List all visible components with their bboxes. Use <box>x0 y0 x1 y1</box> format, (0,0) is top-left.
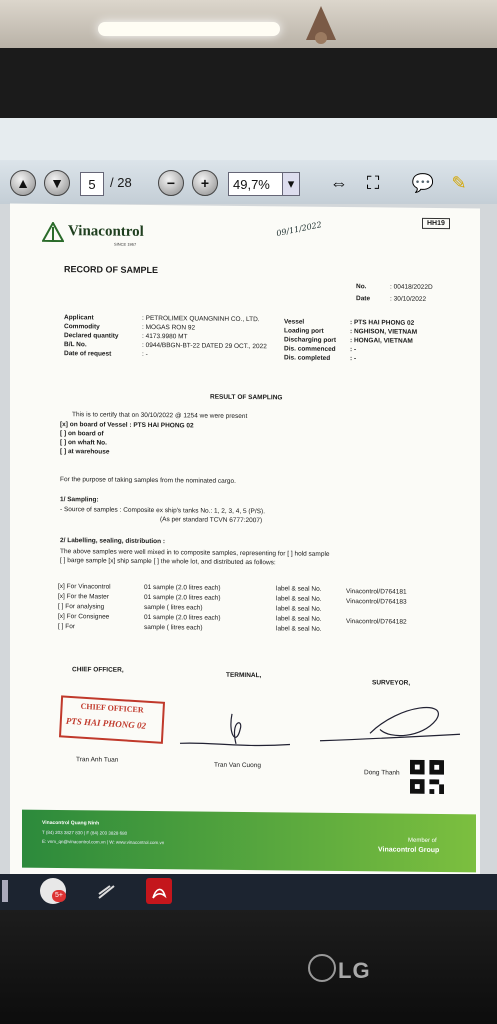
board-line: [x] on board of Vessel : PTS HAI PHONG 02 <box>60 421 194 430</box>
taskbar <box>0 874 497 910</box>
distribution-table <box>10 204 480 209</box>
left-info-block <box>10 204 480 209</box>
prev-page-button[interactable] <box>10 170 36 196</box>
right-info-block <box>10 204 480 209</box>
info-value: : - <box>350 346 357 354</box>
handwritten-date: 09/11/2022 <box>275 220 323 239</box>
date-label: Date <box>356 295 371 303</box>
chevron-down-icon: ▾ <box>287 176 295 191</box>
distribution-cell: 01 sample (2.0 litres each) <box>144 583 221 592</box>
distribution-cell: sample ( litres each) <box>144 623 203 632</box>
info-value: : NGHISON, VIETNAM <box>350 328 418 336</box>
footer-group: Vinacontrol Group <box>378 846 440 855</box>
labelling-line-1: The above samples were well mixed in to composite samples, representing for [ ] hold sample <box>60 548 330 558</box>
distribution-cell: Vinacontrol/D764183 <box>346 598 407 606</box>
brand-name: Vinacontrol <box>68 223 144 240</box>
distribution-cell: Vinacontrol/D764182 <box>346 618 407 626</box>
fit-width-button[interactable] <box>326 170 352 196</box>
distribution-cell: [ ] For analysing <box>58 603 105 611</box>
page-number-input[interactable]: 5 <box>80 172 104 196</box>
info-value: : HONGAI, VIETNAM <box>350 337 413 345</box>
pen-tool-icon[interactable] <box>96 880 118 902</box>
footer-member: Member of <box>408 837 437 845</box>
info-label: Dis. commenced <box>284 345 336 353</box>
distribution-cell: 01 sample (2.0 litres each) <box>144 613 221 622</box>
distribution-cell: label & seal No. <box>276 585 322 593</box>
pdf-toolbar <box>0 160 497 205</box>
footer-band <box>22 810 476 873</box>
qr-code-icon <box>410 760 444 794</box>
distribution-cell: [x] For Consignee <box>58 613 110 621</box>
info-label: Declared quantity <box>64 332 119 340</box>
sig-surveyor: SURVEYOR, <box>372 679 411 687</box>
purpose-line: For the purpose of taking samples from the nominated cargo. <box>60 476 236 485</box>
footer-address: T (84) 203 3827 830 | F (84) 203 3828 680 <box>42 829 128 836</box>
certify-line: This is to certify that on 30/10/2022 @ 1254 we were present <box>72 411 248 421</box>
comment-button[interactable] <box>410 170 436 196</box>
name-terminal: Tran Van Cuong <box>214 761 261 770</box>
distribution-cell: label & seal No. <box>276 605 322 613</box>
info-value: : PTS HAI PHONG 02 <box>350 319 415 327</box>
distribution-cell: [x] For Vinacontrol <box>58 583 111 591</box>
stamp-line-2: PTS HAI PHONG 02 <box>65 715 147 731</box>
info-label: Vessel <box>284 318 305 326</box>
pdf-viewport[interactable] <box>0 204 497 874</box>
chrome-icon[interactable] <box>40 878 66 904</box>
footer-office: Vinacontrol Quang Ninh <box>42 819 100 827</box>
result-heading: RESULT OF SAMPLING <box>210 393 283 402</box>
info-label: Applicant <box>64 314 94 322</box>
text-markup-icon: ✎ <box>451 172 467 193</box>
fit-page-icon: ⛶ <box>366 172 380 193</box>
footer-web: E: vnm_qn@vinacontrol.com.vn | W: www.vinacontrol.com.vn <box>42 838 165 846</box>
stamp-line-1: CHIEF OFFICER <box>80 701 144 715</box>
info-value: : - <box>142 350 148 358</box>
labelling-line-2: [ ] barge sample [x] ship sample [ ] the whole lot, and distributed as follows: <box>60 557 276 567</box>
info-label: Date of request <box>64 350 112 358</box>
zoom-out-button[interactable] <box>158 170 184 196</box>
info-value: : PETROLIMEX QUANGNINH CO., LTD. <box>142 314 260 324</box>
arrow-down-icon: ▼ <box>50 175 64 191</box>
info-value: : MOGAS RON 92 <box>142 323 196 332</box>
board-line: [ ] on board of <box>60 430 104 438</box>
distribution-cell: sample ( litres each) <box>144 603 203 612</box>
ceiling-fixture <box>296 0 346 44</box>
ceiling-lamp <box>98 22 280 36</box>
info-value: : 0944/BBGN-BT-22 DATED 29 OCT., 2022 <box>142 341 267 351</box>
page-total: / 28 <box>110 175 132 190</box>
form-code: HH19 <box>422 218 450 229</box>
distribution-cell: label & seal No. <box>276 615 322 623</box>
sig-terminal: TERMINAL, <box>226 671 262 680</box>
board-line: [ ] on whaft No. <box>60 439 107 447</box>
notification-badge: 5+ <box>52 890 66 902</box>
monitor-bezel-top <box>0 48 497 120</box>
distribution-cell: [ ] For <box>58 623 75 631</box>
info-label: Discharging port <box>284 336 337 344</box>
no-label: No. <box>356 283 367 291</box>
monitor-bezel-bottom <box>0 910 497 1024</box>
surveyor-signature <box>310 693 470 755</box>
zoom-dropdown-button[interactable] <box>282 172 300 196</box>
vinacontrol-logo-icon <box>42 222 64 242</box>
pdf-app-icon[interactable] <box>146 878 172 904</box>
sampling-line-1: - Source of samples : Composite ex ship's tanks No.: 1, 2, 3, 4, 5 (P/S). <box>60 506 265 516</box>
plus-icon: + <box>200 175 210 191</box>
sig-chief-officer: CHIEF OFFICER, <box>72 666 124 674</box>
brand-since: SINCE 1957 <box>114 241 137 247</box>
arrow-up-icon: ▲ <box>16 175 30 191</box>
terminal-signature <box>170 703 300 756</box>
zoom-in-button[interactable] <box>192 170 218 196</box>
sampling-heading: 1/ Sampling: <box>60 496 99 504</box>
lg-logo-icon <box>308 954 336 982</box>
info-value: : - <box>350 355 357 363</box>
distribution-cell: [x] For the Master <box>58 593 109 601</box>
labelling-heading: 2/ Labelling, sealing, distribution : <box>60 537 166 546</box>
sampling-line-2: (As per standard TCVN 6777:2007) <box>160 516 263 525</box>
info-label: Dis. completed <box>284 354 331 362</box>
distribution-cell: label & seal No. <box>276 595 322 603</box>
text-markup-button[interactable] <box>446 170 472 196</box>
info-label: Commodity <box>64 323 100 331</box>
monitor-brand: LG <box>338 958 371 983</box>
distribution-cell: Vinacontrol/D764181 <box>346 588 407 596</box>
speech-bubble-icon: 💬 <box>411 172 435 193</box>
taskbar-edge-icon <box>2 880 8 902</box>
no-value: : 00418/2022D <box>390 283 433 291</box>
info-value: : 4173.9980 MT <box>142 332 188 341</box>
zoom-level-field[interactable]: 49,7% <box>228 172 286 196</box>
info-label: Loading port <box>284 327 324 335</box>
distribution-cell: 01 sample (2.0 litres each) <box>144 593 221 602</box>
fit-page-button[interactable] <box>360 170 386 196</box>
name-surveyor: Dong Thanh <box>364 769 400 777</box>
date-value: : 30/10/2022 <box>390 295 427 303</box>
distribution-cell: label & seal No. <box>276 625 322 633</box>
document-page <box>10 204 480 885</box>
next-page-button[interactable] <box>44 170 70 196</box>
name-chief-officer: Tran Anh Tuan <box>76 756 119 764</box>
minus-icon: − <box>166 175 176 191</box>
fit-width-icon: ⇔ <box>330 172 348 193</box>
info-label: B/L No. <box>64 341 87 349</box>
board-lines <box>10 204 480 209</box>
board-line: [ ] at warehouse <box>60 448 110 456</box>
doc-title: RECORD OF SAMPLE <box>64 264 159 276</box>
chief-officer-stamp <box>59 695 165 743</box>
ceiling <box>0 0 497 48</box>
